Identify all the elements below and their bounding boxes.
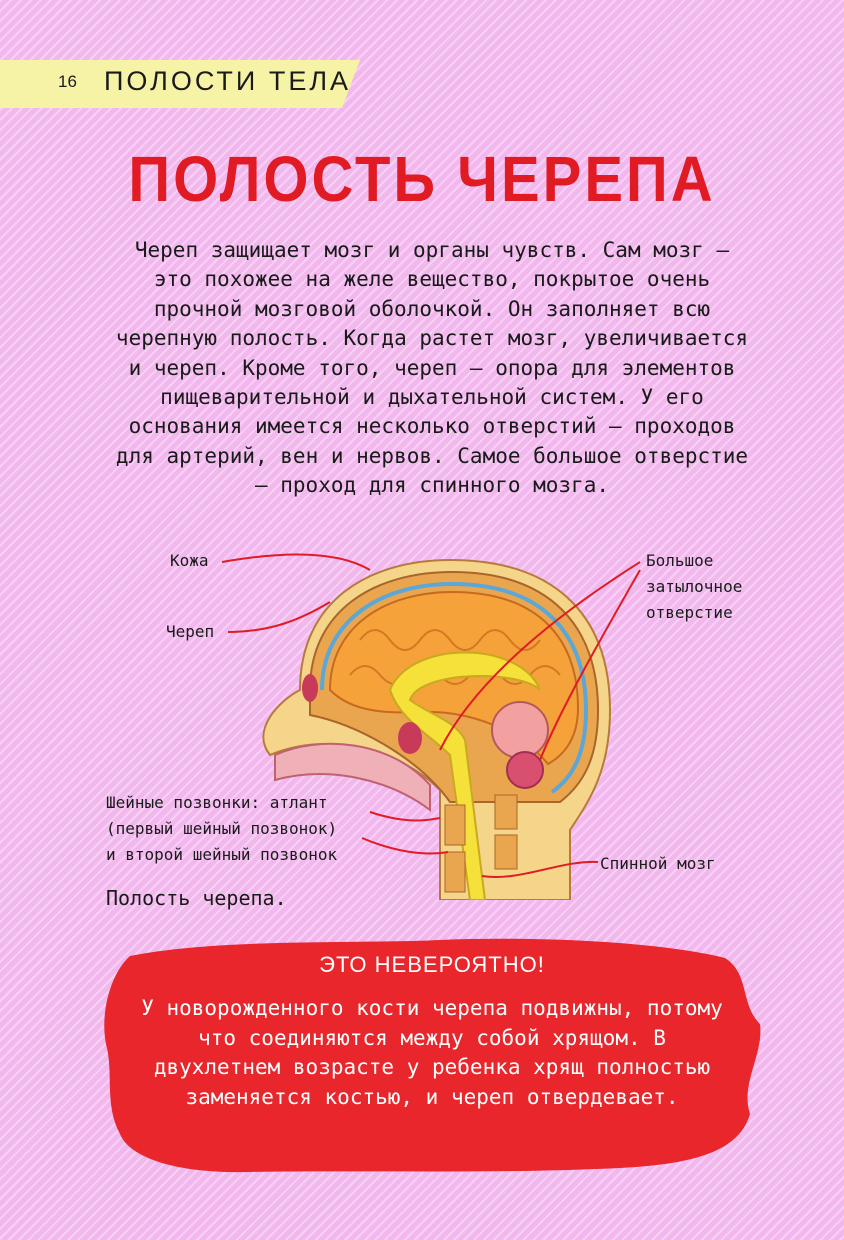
callout-text: У новорожденного кости черепа подвижны, потому что соединяются между собой хрящом. В двухлетнем возрасте у ребенка хрящ полностью заменяется костью, и череп отвердевает. (141, 996, 723, 1109)
vertebra-posterior-1 (495, 795, 517, 829)
arrow-atlas (370, 812, 440, 820)
label-skin: Кожа (170, 551, 209, 570)
atlas-vertebra (445, 805, 465, 845)
axis-vertebra (445, 852, 465, 892)
label-skull: Череп (166, 622, 215, 641)
diagram-caption: Полость черепа. (106, 886, 287, 910)
page-title: ПОЛОСТЬ ЧЕРЕПА (128, 143, 716, 216)
intro-paragraph: Череп защищает мозг и органы чувств. Сам мозг — это похожее на желе вещество, покрытое очень прочной мозговой оболочкой. Он заполняет всю черепную полость. Когда растет мозг, увеличивается и череп. Кроме того, череп — опора для элементов пищеварительной и дыхательной систем. У его основания имеется несколько отверстий — проходов для артерий, вен и нервов. Самое большое отверстие — проход для спинного мозга. (115, 238, 749, 498)
cerebellum (492, 702, 548, 758)
vertebra-posterior-2 (495, 835, 517, 869)
arrow-skin (222, 554, 370, 570)
callout-title: ЭТО НЕВЕРОЯТНО! (319, 952, 545, 977)
label-spinal-cord: Спинной мозг (600, 854, 716, 873)
head-cross-section-diagram (0, 540, 844, 900)
page-number: 16 (58, 72, 77, 91)
label-cervical-vertebrae: Шейные позвонки: атлант (первый шейный позвонок) и второй шейный позвонок (106, 793, 338, 864)
sinus (302, 674, 318, 702)
cerebellum-lower (507, 752, 543, 788)
pituitary (398, 722, 422, 754)
arrow-axis (362, 838, 448, 853)
section-title: ПОЛОСТИ ТЕЛА (104, 66, 352, 96)
label-foramen-magnum: Большое затылочное отверстие (646, 551, 743, 622)
fun-fact-callout (100, 934, 764, 1174)
